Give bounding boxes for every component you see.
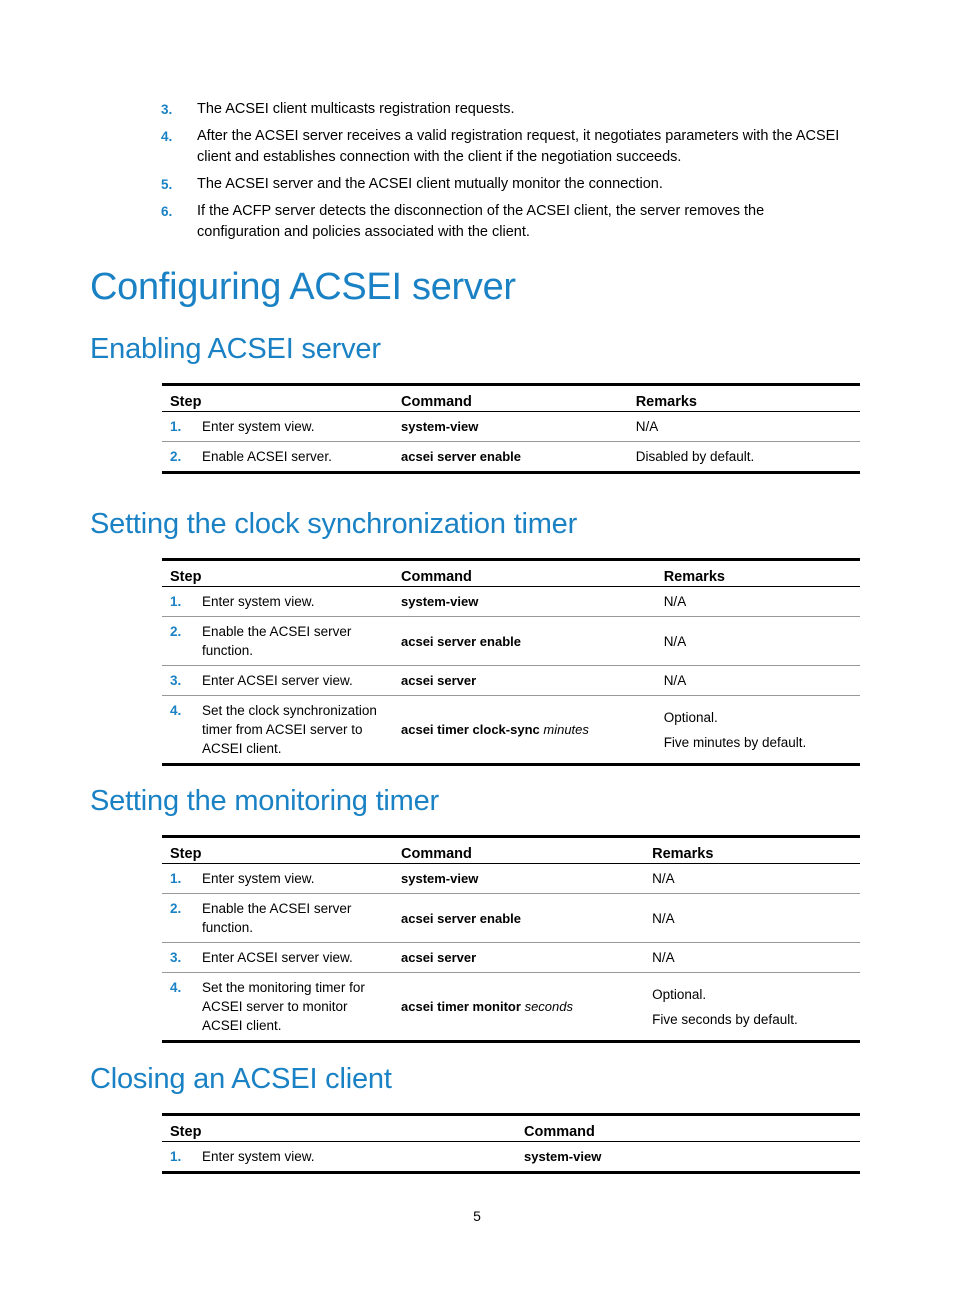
remarks-cell bbox=[644, 973, 860, 1042]
step-number: 2. bbox=[170, 901, 182, 916]
column-header-remarks: Remarks bbox=[644, 837, 860, 864]
command-table bbox=[162, 383, 860, 474]
remarks-cell bbox=[656, 666, 860, 696]
step-text: Enable the ACSEI server function. bbox=[202, 624, 352, 658]
command-text: system-view bbox=[401, 419, 479, 434]
remark-text: Five seconds by default. bbox=[652, 1011, 798, 1027]
step-number: 1. bbox=[170, 1149, 182, 1164]
list-item bbox=[161, 201, 851, 243]
command-table bbox=[162, 835, 860, 1043]
command-text: acsei server enable bbox=[401, 633, 521, 649]
step-number: 3. bbox=[170, 673, 182, 688]
step-text: Set the clock synchronization timer from ACSEI server to ACSEI client. bbox=[202, 703, 377, 756]
step-number: 4. bbox=[161, 129, 173, 144]
command-cell bbox=[393, 442, 628, 473]
table-row bbox=[162, 1142, 860, 1173]
column-header-remarks: Remarks bbox=[628, 385, 860, 412]
step-text: After the ACSEI server receives a valid registration request, it negotiates parameters with the ACSEI client and establishes connection with the client if the negotiation succeeds. bbox=[197, 128, 840, 165]
step-text: The ACSEI client multicasts registration requests. bbox=[197, 101, 515, 117]
step-number: 4. bbox=[170, 703, 182, 718]
section-heading: Setting the clock synchronization timer bbox=[90, 508, 578, 540]
step-number: 1. bbox=[170, 871, 182, 886]
section-heading: Enabling ACSEI server bbox=[90, 333, 381, 365]
step-text: The ACSEI server and the ACSEI client mutually monitor the connection. bbox=[197, 176, 663, 192]
step-cell bbox=[162, 943, 393, 973]
step-cell bbox=[162, 442, 393, 473]
remark-text: N/A bbox=[652, 950, 675, 965]
step-cell bbox=[162, 864, 393, 894]
table-row bbox=[162, 412, 860, 442]
column-header-step: Step bbox=[162, 837, 393, 864]
page-title: Configuring ACSEI server bbox=[90, 266, 516, 308]
table-row bbox=[162, 617, 860, 666]
remark-text: Five minutes by default. bbox=[663, 734, 807, 750]
step-text: Enter ACSEI server view. bbox=[202, 950, 353, 965]
remarks-cell bbox=[628, 442, 860, 473]
remarks-cell bbox=[644, 864, 860, 894]
remarks-cell bbox=[656, 696, 860, 765]
column-header-command: Command bbox=[393, 560, 656, 587]
table-row bbox=[162, 696, 860, 765]
remark-text: N/A bbox=[663, 673, 687, 688]
step-cell bbox=[162, 1142, 516, 1173]
remarks-cell bbox=[644, 894, 860, 943]
step-text: Enter ACSEI server view. bbox=[202, 673, 353, 688]
command-cell bbox=[393, 894, 644, 943]
command-text: acsei timer monitor bbox=[401, 999, 521, 1014]
step-cell bbox=[162, 587, 393, 617]
section-heading: Closing an ACSEI client bbox=[90, 1063, 392, 1095]
remarks-cell bbox=[656, 617, 860, 666]
command-cell bbox=[516, 1142, 860, 1173]
step-cell bbox=[162, 894, 393, 943]
remark-text: N/A bbox=[652, 871, 675, 886]
step-text: If the ACFP server detects the disconnection of the ACSEI client, the server removes the configuration and policies associated with the client. bbox=[197, 203, 765, 240]
step-number: 1. bbox=[170, 594, 182, 609]
step-text: Enter system view. bbox=[202, 419, 315, 434]
step-number: 2. bbox=[170, 449, 182, 464]
remark-text: N/A bbox=[663, 633, 687, 649]
step-number: 1. bbox=[170, 419, 182, 434]
table-row bbox=[162, 442, 860, 473]
remark-text: Optional. bbox=[652, 986, 707, 1002]
column-header-step: Step bbox=[162, 560, 393, 587]
column-header-step: Step bbox=[162, 385, 393, 412]
step-number: 5. bbox=[161, 177, 173, 192]
table-row bbox=[162, 864, 860, 894]
command-table bbox=[162, 558, 860, 766]
column-header-command: Command bbox=[393, 837, 644, 864]
table-row bbox=[162, 943, 860, 973]
step-text: Enter system view. bbox=[202, 594, 315, 609]
command-text: system-view bbox=[401, 594, 479, 609]
column-header-remarks: Remarks bbox=[656, 560, 860, 587]
step-number: 3. bbox=[170, 950, 182, 965]
column-header-command: Command bbox=[516, 1115, 860, 1142]
table-row bbox=[162, 666, 860, 696]
command-cell bbox=[393, 412, 628, 442]
remark-text: N/A bbox=[652, 910, 675, 926]
step-number: 3. bbox=[161, 102, 173, 117]
step-cell bbox=[162, 696, 393, 765]
remarks-cell bbox=[644, 943, 860, 973]
command-cell bbox=[393, 666, 656, 696]
step-cell bbox=[162, 617, 393, 666]
command-text: acsei server bbox=[401, 673, 477, 688]
step-number: 2. bbox=[170, 624, 182, 639]
command-argument: minutes bbox=[543, 722, 589, 737]
list-item bbox=[161, 126, 851, 168]
step-cell bbox=[162, 666, 393, 696]
step-text: Set the monitoring timer for ACSEI server to monitor ACSEI client. bbox=[202, 980, 365, 1033]
command-text: system-view bbox=[401, 871, 479, 886]
step-text: Enable the ACSEI server function. bbox=[202, 901, 352, 935]
command-text: acsei server enable bbox=[401, 449, 521, 464]
step-number: 6. bbox=[161, 204, 173, 219]
page-number: 5 bbox=[473, 1208, 481, 1224]
column-header-step: Step bbox=[162, 1115, 516, 1142]
step-text: Enter system view. bbox=[202, 871, 315, 886]
command-cell bbox=[393, 617, 656, 666]
command-table bbox=[162, 1113, 860, 1174]
command-cell bbox=[393, 973, 644, 1042]
command-text: acsei timer clock-sync bbox=[401, 722, 540, 737]
table-row bbox=[162, 973, 860, 1042]
command-cell bbox=[393, 943, 644, 973]
column-header-command: Command bbox=[393, 385, 628, 412]
command-argument: seconds bbox=[524, 999, 573, 1014]
remark-text: N/A bbox=[635, 419, 659, 434]
command-text: system-view bbox=[524, 1149, 602, 1164]
command-cell bbox=[393, 696, 656, 765]
list-item bbox=[161, 174, 851, 195]
command-text: acsei server enable bbox=[401, 910, 521, 926]
list-item bbox=[161, 99, 851, 120]
remark-text: Disabled by default. bbox=[635, 449, 755, 464]
command-cell bbox=[393, 587, 656, 617]
remarks-cell bbox=[656, 587, 860, 617]
table-row bbox=[162, 587, 860, 617]
intro-step-list bbox=[161, 99, 851, 249]
remark-text: Optional. bbox=[663, 709, 718, 725]
command-text: acsei server bbox=[401, 950, 477, 965]
remarks-cell bbox=[628, 412, 860, 442]
step-cell bbox=[162, 412, 393, 442]
step-text: Enter system view. bbox=[202, 1149, 315, 1164]
step-text: Enable ACSEI server. bbox=[202, 449, 332, 464]
section-heading: Setting the monitoring timer bbox=[90, 785, 440, 817]
table-row bbox=[162, 894, 860, 943]
step-number: 4. bbox=[170, 980, 182, 995]
remark-text: N/A bbox=[663, 594, 687, 609]
command-cell bbox=[393, 864, 644, 894]
step-cell bbox=[162, 973, 393, 1042]
